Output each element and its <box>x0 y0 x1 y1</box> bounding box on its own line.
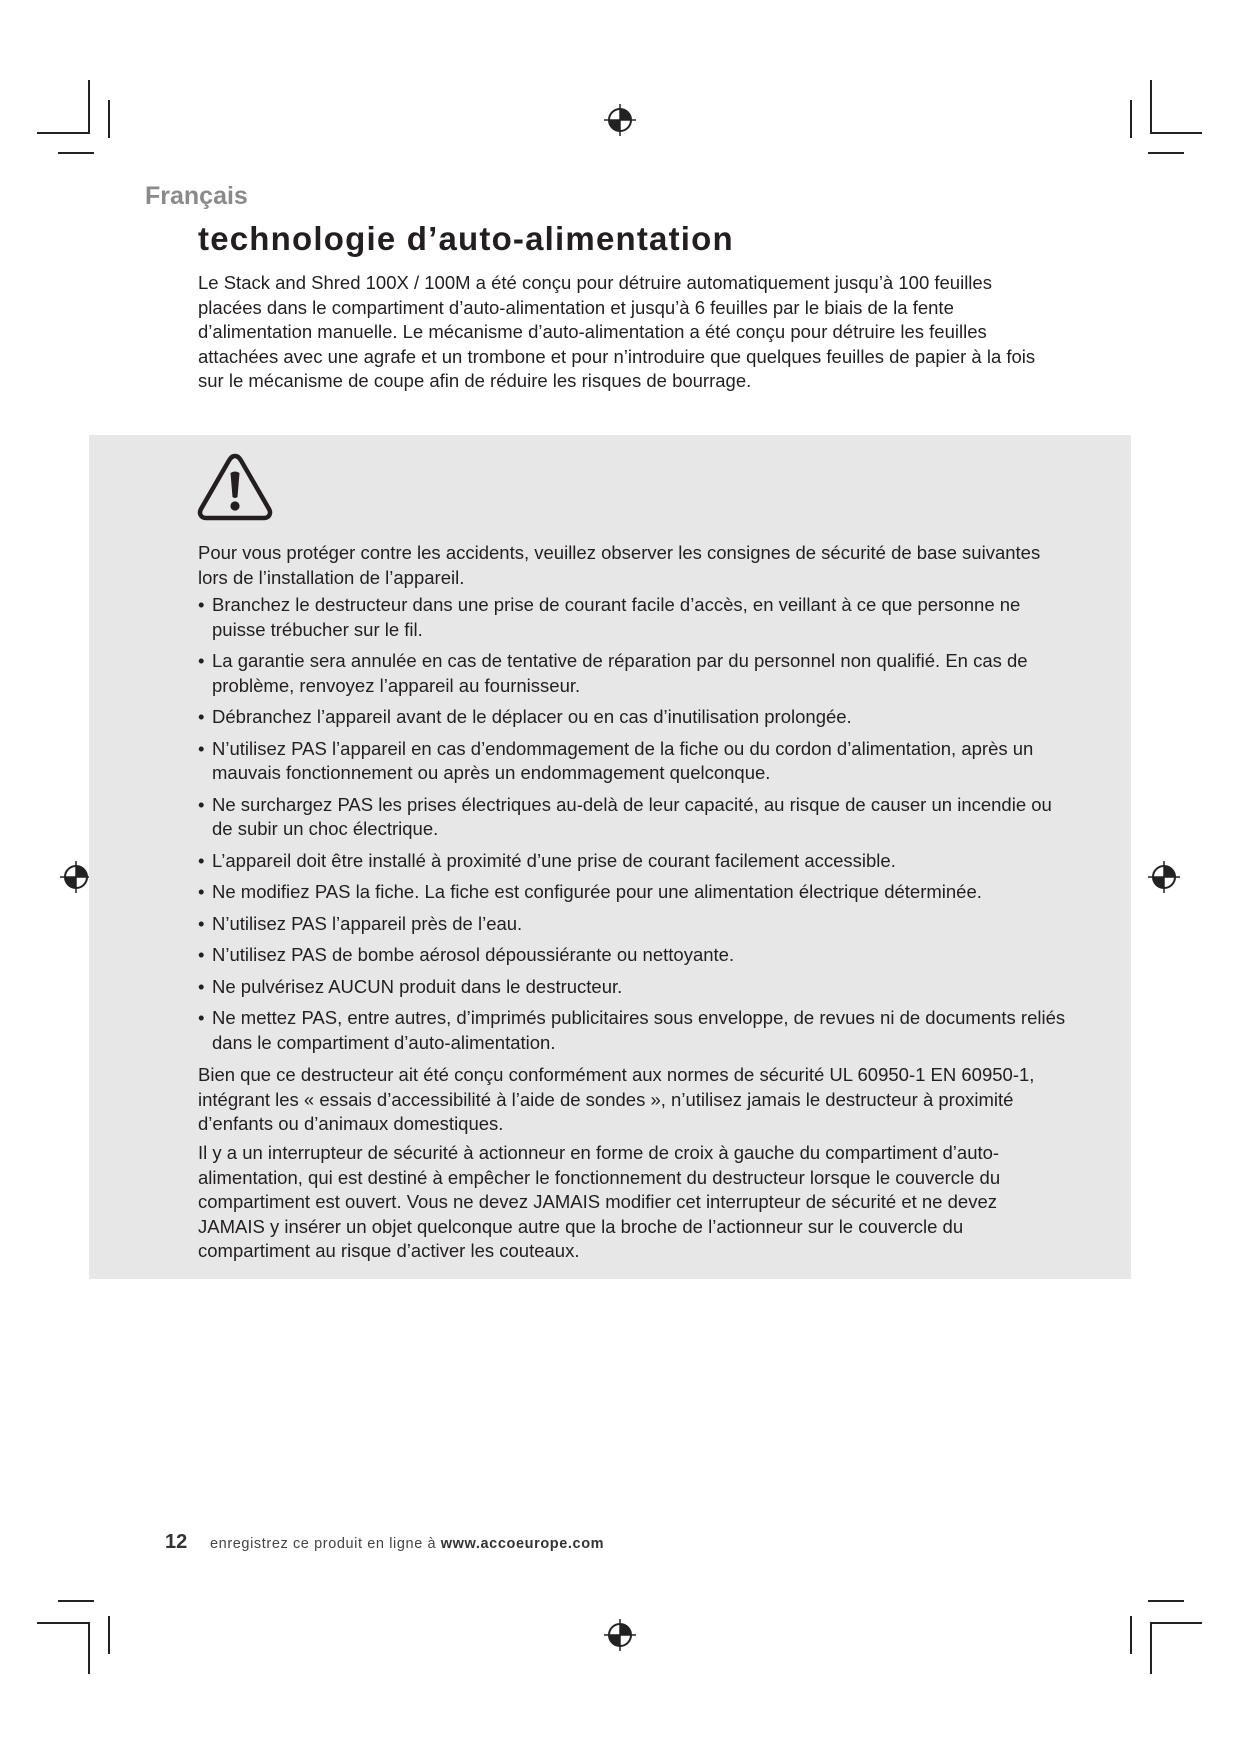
bullet-marker: • <box>198 594 205 615</box>
crop-mark <box>1150 132 1202 134</box>
crop-mark <box>1148 152 1184 154</box>
list-item <box>198 593 1068 642</box>
crop-mark <box>1130 100 1132 138</box>
list-item <box>198 705 1068 730</box>
standards-paragraph: Bien que ce destructeur ait été conçu conformément aux normes de sécurité UL 60950-1 EN 60950-1, intégrant les « essais d’accessibilité à l’aide de sondes », n’utilisez jamais le destructeur à proximité d’enfants ou d’animaux domestiques. <box>198 1064 1035 1134</box>
registration-mark-icon <box>59 860 93 894</box>
list-item-text: N’utilisez PAS l’appareil en cas d’endommagement de la fiche ou du cordon d’alimentation, après un mauvais fonctionnement ou après un endommagement quelconque. <box>212 737 1034 783</box>
crop-mark <box>88 80 90 132</box>
list-item <box>198 849 1068 874</box>
safety-lead: Pour vous protéger contre les accidents, veuillez observer les consignes de sécurité de base suivantes lors de l’installation de l’appareil. <box>198 542 1041 588</box>
registration-mark-icon <box>603 1618 637 1652</box>
list-item-text: N’utilisez PAS l’appareil près de l’eau. <box>212 912 523 934</box>
crop-mark <box>37 132 90 134</box>
interlock-paragraph: Il y a un interrupteur de sécurité à actionneur en forme de croix à gauche du compartiment d’auto-alimentation, qui est destiné à empêcher le fonctionnement du destructeur lorsque le couvercle du compartiment est ouvert. Vous ne devez JAMAIS modifier cet interrupteur de sécurité et ne devez JAMAIS y insérer un objet quelconque autre que la broche de l’actionneur sur le couvercle du compartiment au risque d’activer les couteaux. <box>198 1142 1001 1261</box>
list-item-text: L’appareil doit être installé à proximité d’une prise de courant facilement accessible. <box>212 849 896 871</box>
list-item-text: Ne pulvérisez AUCUN produit dans le destructeur. <box>212 975 623 997</box>
crop-mark <box>1150 1622 1202 1624</box>
footer-label: enregistrez ce produit en ligne à <box>210 1536 437 1552</box>
list-item-text: Débranchez l’appareil avant de le déplacer ou en cas d’inutilisation prolongée. <box>212 706 852 727</box>
crop-mark <box>37 1622 90 1624</box>
crop-mark <box>1148 1600 1184 1602</box>
page-number: 12 <box>165 1531 188 1553</box>
bullet-marker: • <box>198 706 205 727</box>
list-item <box>198 737 1068 786</box>
bullet-marker: • <box>198 849 205 871</box>
list-item <box>198 975 1068 1000</box>
bullet-marker: • <box>198 793 205 815</box>
bullet-marker: • <box>198 650 205 671</box>
crop-mark <box>108 1616 110 1654</box>
footer-url: www.accoeurope.com <box>440 1536 605 1552</box>
intro-paragraph: Le Stack and Shred 100X / 100M a été conçu pour détruire automatiquement jusqu’à 100 feuilles placées dans le compartiment d’auto-alimentation et jusqu’à 6 feuilles par le biais de la fente d’alimentation manuelle. Le mécanisme d’auto-alimentation a été conçu pour détruire les feuilles attachées avec une agrafe et un trombone et pour n’introduire que quelques feuilles de papier à la fois sur le mécanisme de coupe afin de réduire les risques de bourrage. <box>198 272 1036 391</box>
bullet-marker: • <box>198 944 205 965</box>
list-item-text: Ne modifiez PAS la fiche. La fiche est configurée pour une alimentation électrique déterminée. <box>212 881 982 902</box>
bullet-marker: • <box>198 1007 205 1028</box>
list-item <box>198 880 1068 905</box>
list-item-text: Ne surchargez PAS les prises électriques au-delà de leur capacité, au risque de causer un incendie ou de subir un choc électrique. <box>212 793 1052 839</box>
bullet-marker: • <box>198 881 205 902</box>
language-label: Français <box>145 182 248 210</box>
section-title: technologie d’auto-alimentation <box>198 220 734 257</box>
crop-mark <box>58 152 94 154</box>
list-item-text: N’utilisez PAS de bombe aérosol dépoussiérante ou nettoyante. <box>212 944 735 965</box>
crop-mark <box>1150 80 1152 132</box>
safety-list <box>198 593 1068 1062</box>
footer-text <box>210 1536 604 1552</box>
bullet-marker: • <box>198 975 205 997</box>
list-item <box>198 943 1068 968</box>
list-item <box>198 793 1068 842</box>
bullet-marker: • <box>198 737 205 759</box>
crop-mark <box>58 1600 94 1602</box>
registration-mark-icon <box>603 103 637 137</box>
crop-mark <box>108 100 110 138</box>
list-item-text: La garantie sera annulée en cas de tentative de réparation par du personnel non qualifié. En cas de problème, renvoyez l’appareil au fournisseur. <box>212 650 1028 696</box>
list-item-text: Ne mettez PAS, entre autres, d’imprimés publicitaires sous enveloppe, de revues ni de documents reliés dans le compartiment d’auto-alimentation. <box>212 1007 1066 1053</box>
registration-mark-icon <box>1147 860 1181 894</box>
crop-mark <box>1150 1622 1152 1674</box>
bullet-marker: • <box>198 912 205 934</box>
crop-mark <box>88 1622 90 1674</box>
list-item-text: Branchez le destructeur dans une prise de courant facile d’accès, en veillant à ce que personne ne puisse trébucher sur le fil. <box>212 594 1021 640</box>
list-item <box>198 912 1068 937</box>
warning-triangle-icon <box>196 451 274 523</box>
list-item <box>198 1006 1068 1055</box>
crop-mark <box>1130 1616 1132 1654</box>
list-item <box>198 649 1068 698</box>
